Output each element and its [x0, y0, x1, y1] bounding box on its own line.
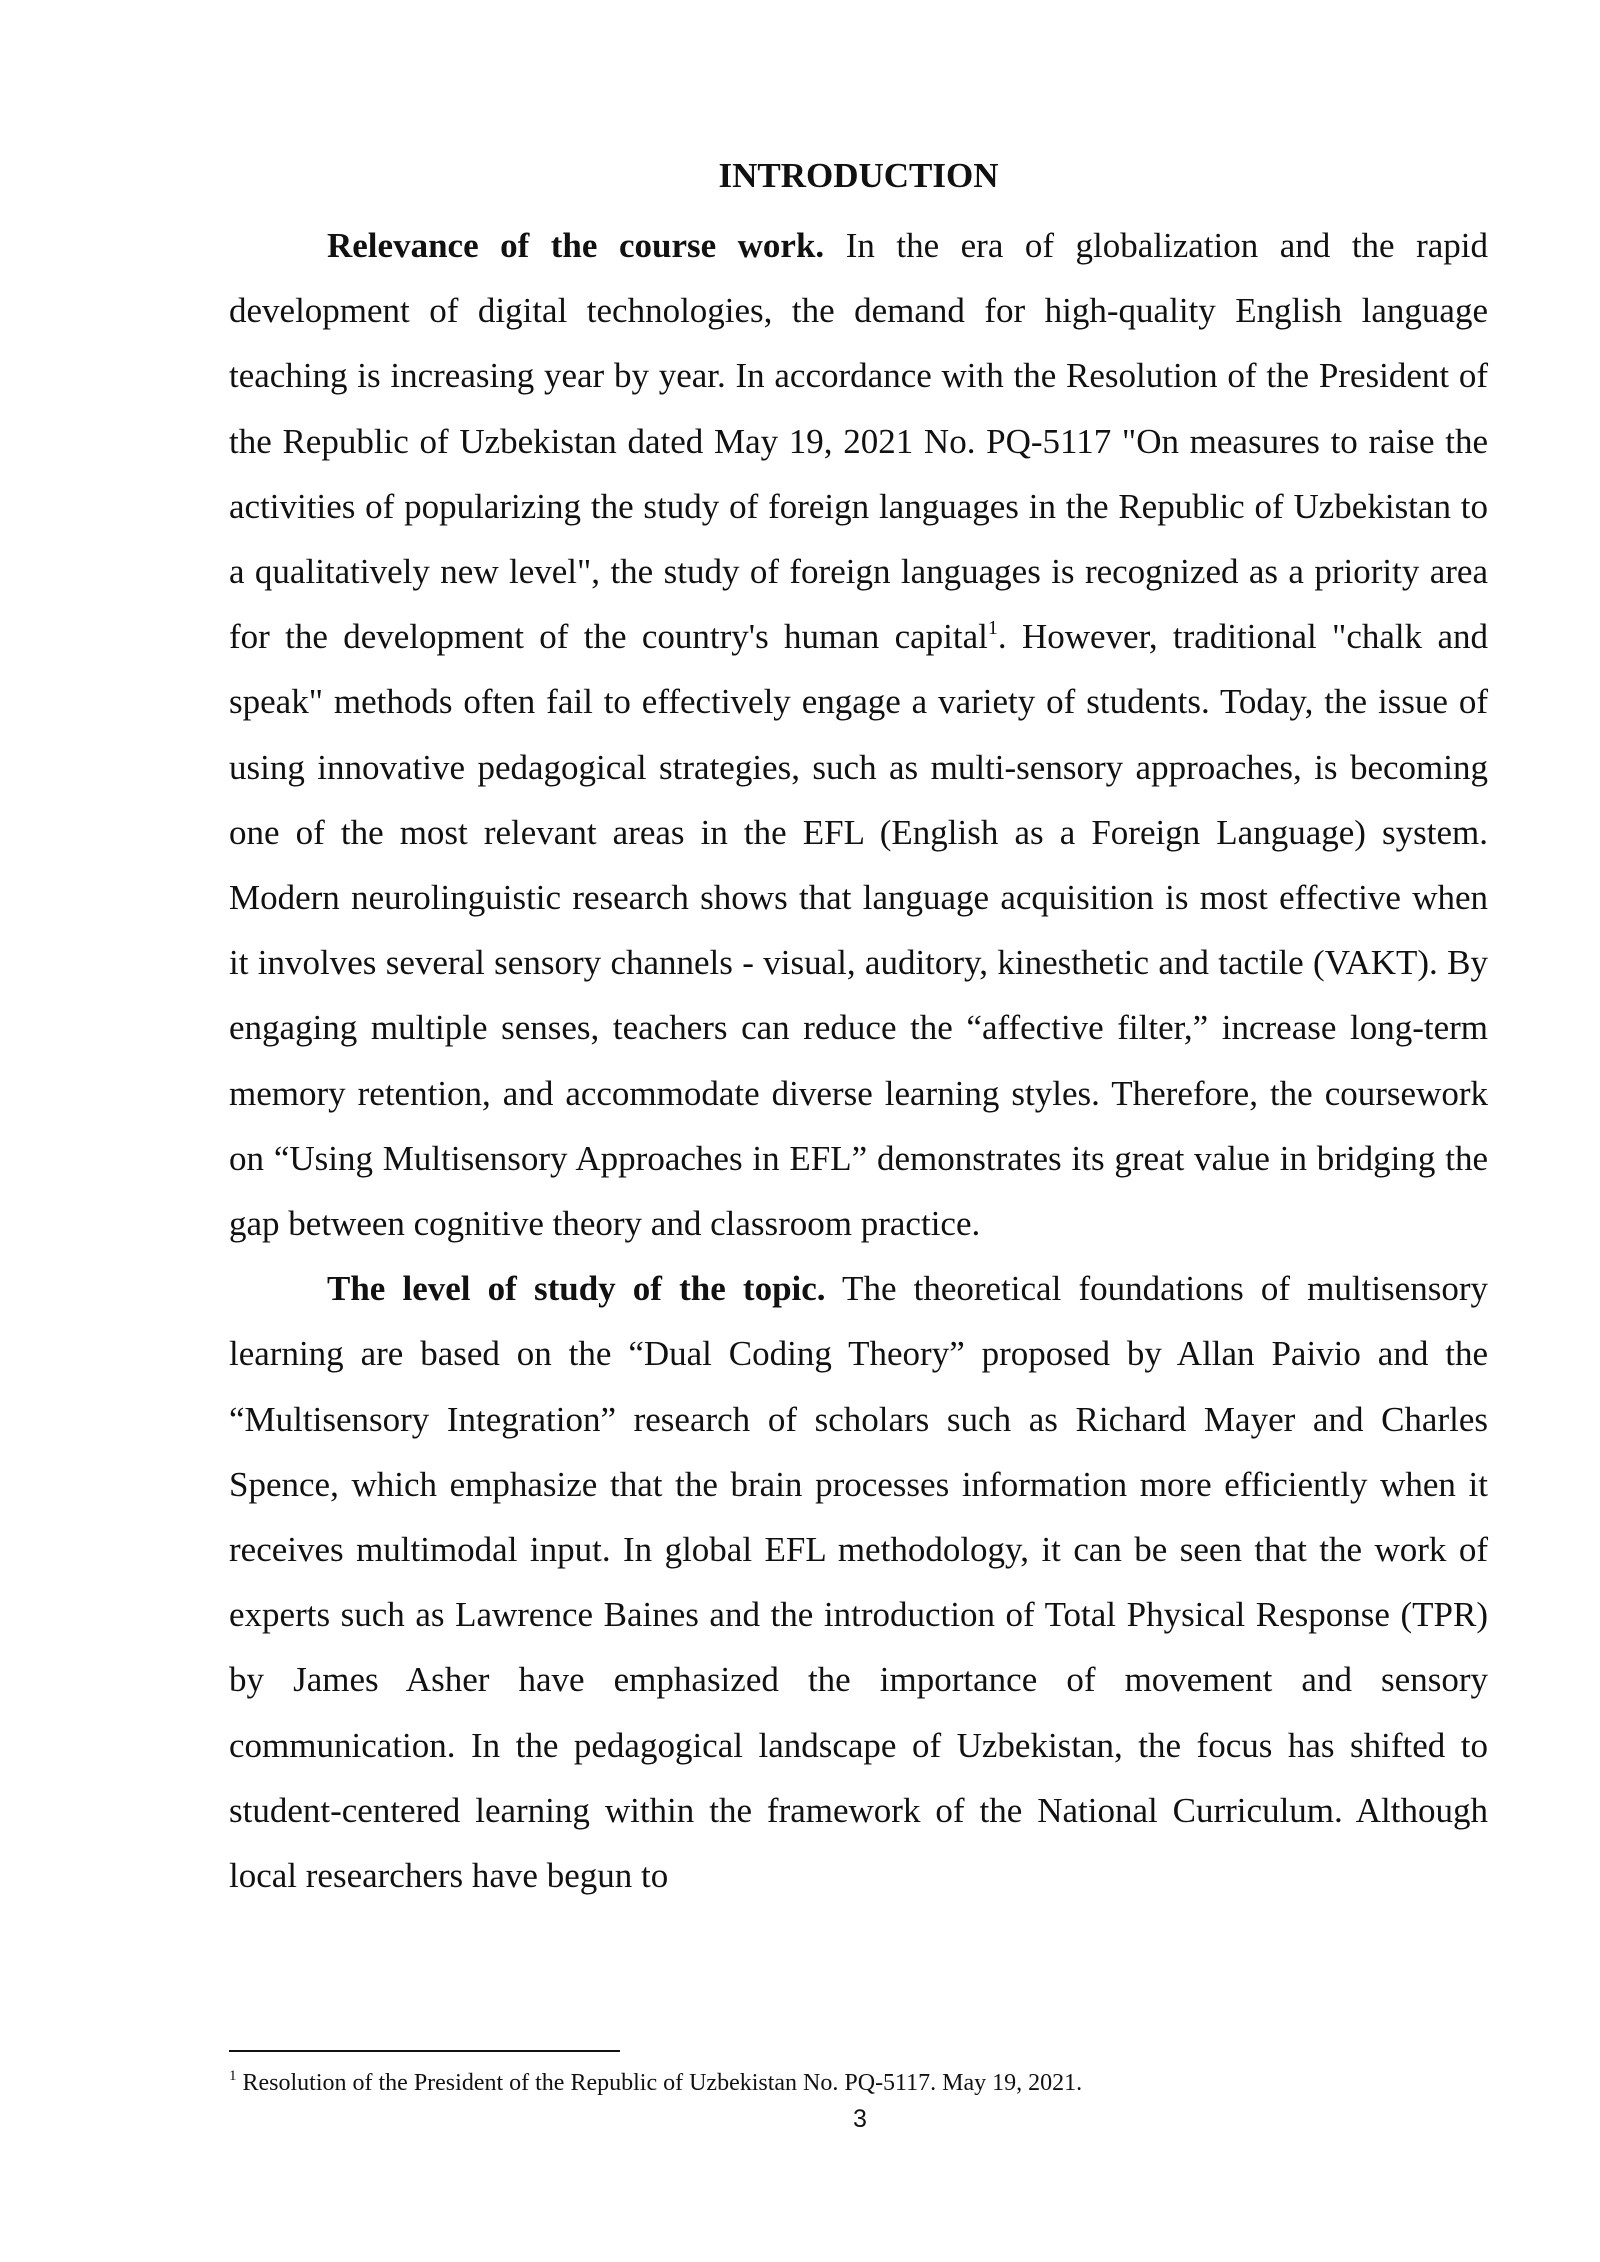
footnote-separator	[229, 2050, 620, 2052]
footnote-mark: 1	[229, 2068, 237, 2084]
footnote-reference[interactable]: 1	[987, 616, 998, 639]
page-body	[229, 148, 1488, 1908]
paragraph-level-of-study	[229, 1256, 1488, 1908]
paragraph-heading-relevance: Relevance of the course work.	[327, 226, 825, 265]
section-title: INTRODUCTION	[718, 156, 999, 195]
paragraph-text: . However, traditional "chalk and speak" methods often fail to effectively engage a variety of students. Today, the issue of using innovative pedagogical strategies, such as multi-sensory approaches, is becoming one of the most relevant areas in the EFL (English as a Foreign Language) system. Modern neurolinguistic research shows that language acquisition is most effective when it involves several sensory channels - visual, auditory, kinesthetic and tactile (VAKT). By engaging multiple senses, teachers can reduce the “affective filter,” increase long-term memory retention, and accommodate diverse learning styles. Therefore, the coursework on “Using Multisensory Approaches in EFL” demonstrates its great value in bridging the gap between cognitive theory and classroom practice.	[229, 617, 1488, 1244]
footnote-text: Resolution of the President of the Republic of Uzbekistan No. PQ-5117. May 19, 2021.	[236, 2070, 1083, 2096]
page-number: 3	[853, 2105, 867, 2133]
paragraph-text: The theoretical foundations of multisensory learning are based on the “Dual Coding Theory” proposed by Allan Paivio and the “Multisensory Integration” research of scholars such as Richard Mayer and Charles Spence, which emphasize that the brain processes information more efficiently when it receives multimodal input. In global EFL methodology, it can be seen that the work of experts such as Lawrence Baines and the introduction of Total Physical Response (TPR) by James Asher have emphasized the importance of movement and sensory communication. In the pedagogical landscape of Uzbekistan, the focus has shifted to student-centered learning within the framework of the National Curriculum. Although local researchers have begun to	[229, 1269, 1488, 1896]
paragraph-heading-level-of-study: The level of study of the topic.	[327, 1269, 826, 1309]
paragraph-text: In the era of globalization and the rapid development of digital technologies, the demand for high-quality English language teaching is increasing year by year. In accordance with the Resolution of the President of the Republic of Uzbekistan dated May 19, 2021 No. PQ-5117 "On measures to raise the activities of popularizing the study of foreign languages in the Republic of Uzbekistan to a qualitatively new level", the study of foreign languages is recognized as a priority area for the development of the country's human capital	[229, 226, 1488, 657]
footnote	[229, 2068, 1488, 2098]
paragraph-relevance	[229, 213, 1488, 1256]
